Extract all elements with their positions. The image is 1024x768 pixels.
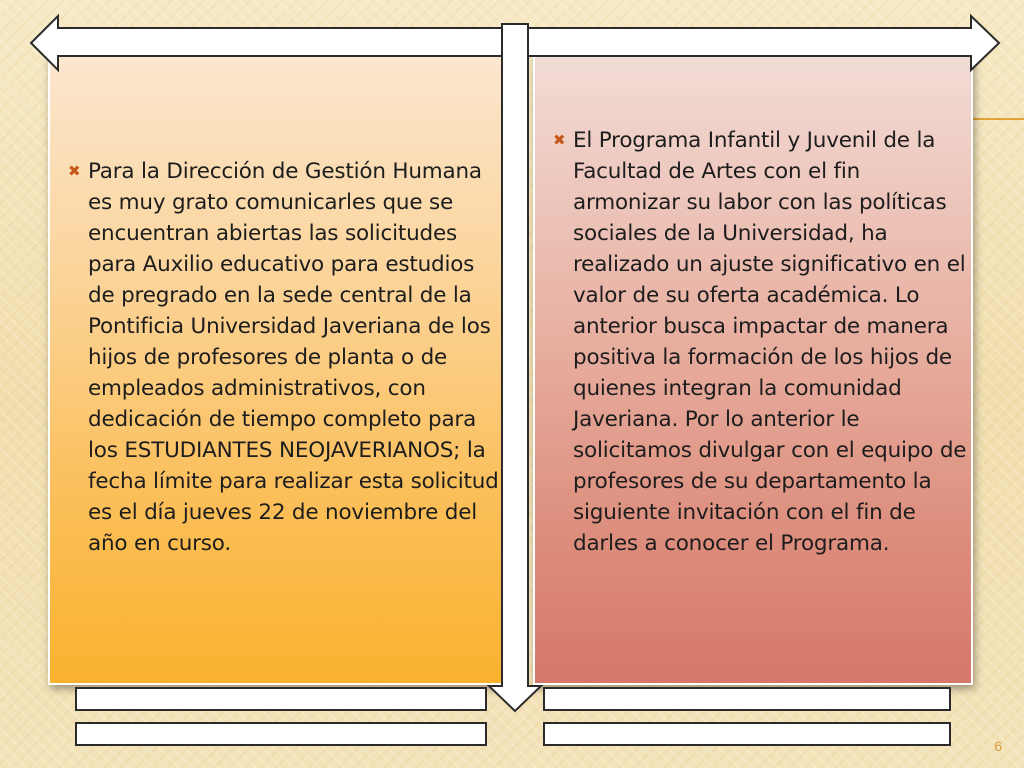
down-arrow-icon bbox=[489, 24, 541, 711]
x-bullet-icon: ✖ bbox=[68, 162, 81, 180]
right-bullet-text: El Programa Infantil y Juvenil de la Facultad de Artes con el fin armonizar su labor con las políticas sociales de la Universidad, ha realizado un ajuste significativo en el valor de su oferta académica. Lo anterior busca impactar de manera positiva la formación de los hijos de quienes integran la comunidad Javeriana. Por lo anterior le solicitamos divulgar con el equipo de profesores de su departamento la siguiente invitación con el fin de darles a conocer el Programa. bbox=[573, 128, 967, 556]
left-arrow-icon bbox=[31, 16, 503, 70]
right-arrow-icon bbox=[528, 16, 999, 70]
left-bullet-text: Para la Dirección de Gestión Humana es muy grato comunicarles que se encuentran abiertas las solicitudes para Auxilio educativo para estudios de pregrado en la sede central de la Pontificia Universidad Javeriana de los hijos de profesores de planta o de empleados administrativos, con dedicación de tiempo completo para los ESTUDIANTES NEOJAVERIANOS; la fecha límite para realizar esta solicitud es el día jueves 22 de noviembre del año en curso. bbox=[88, 159, 499, 556]
page-number: 6 bbox=[994, 738, 1002, 754]
x-bullet-icon: ✖ bbox=[553, 131, 566, 149]
